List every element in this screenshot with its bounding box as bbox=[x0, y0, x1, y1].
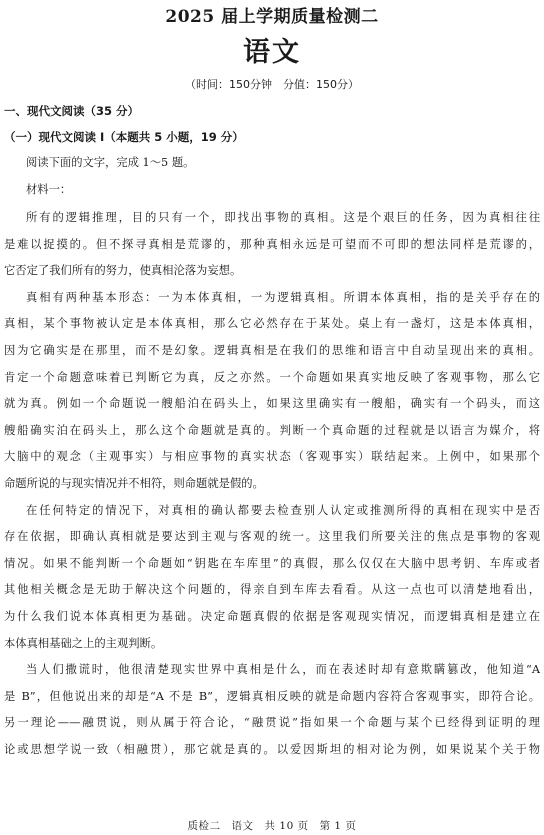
article-line: 命题所说的与现实情况并不相符，则命题就是假的。 bbox=[4, 477, 264, 490]
page-footer: 质检二 语文 共 10 页 第 1 页 bbox=[187, 820, 357, 832]
subject-title: 语文 bbox=[243, 37, 301, 68]
article-line: 真相，某个事物被认定是本体真相，那么它必然存在于某处。桌上有一盏灯，这是本体真相， bbox=[4, 317, 540, 331]
article-line: 就为真。例如一个命题说一艘船泊在码头上，如果这里确实有一艘船，确实有一个码头，而这 bbox=[4, 397, 540, 411]
exam-title: 2025 届上学期质量检测二 bbox=[165, 7, 379, 27]
article-line: 是 B”，但他说出来的却是“A 不是 B”，逻辑真相反映的就是命题内容符合客观事实，即符合论。 bbox=[4, 689, 540, 703]
article-line: 存在依据，即确认真相就是要达到主观与客观的统一。这里我们所要关注的焦点是事物的客观 bbox=[4, 530, 540, 544]
article-line: 它否定了我们所有的努力，使真相沦落为妄想。 bbox=[4, 264, 242, 278]
material-label: 材料一： bbox=[26, 183, 72, 196]
article-line: 另一理论——融贯说，则从属于符合论，“融贯说”指如果一个命题与某个已经得到证明的理 bbox=[4, 716, 540, 730]
article-line: 本体真相基础之上的主观判断。 bbox=[4, 636, 163, 650]
article-line: 因为它确实是在那里，而不是幻象。逻辑真相是在我们的思维和语言中自动呈现出来的真相。 bbox=[4, 344, 540, 357]
article-line: 论或思想学说一致（相融贯），那它就是真的。以爱因斯坦的相对论为例，如果说某个关于物 bbox=[4, 743, 540, 756]
article-line: 当人们撒谎时，他很清楚现实世界中真相是什么，而在表述时却有意欺瞒篡改，他知道“A bbox=[26, 663, 540, 677]
article-line: 肯定一个命题意味着已判断它为真，反之亦然。一个命题如果真实地反映了客观事物，那么它 bbox=[4, 370, 540, 384]
article-line: 其他相关概念是无助于解决这个问题的，得亲自到车库去看看。从这一点也可以清楚地看出， bbox=[4, 583, 540, 597]
article-line: 情况。如果不能判断一个命题如“钥匙在车库里”的真假，那么仅仅在大脑中思考钥、车库或者 bbox=[4, 556, 540, 570]
article-line: 所有的逻辑推理，目的只有一个，即找出事物的真相。这是个艰巨的任务，因为真相往往 bbox=[26, 211, 540, 224]
article-line: 为什么我们说本体真相更为基础。决定命题真假的依据是客观现实情况，而逻辑真相是建立在 bbox=[4, 610, 540, 623]
section-heading: 一、现代文阅读（35 分） bbox=[4, 104, 140, 118]
subsection-heading: （一）现代文阅读 I（本题共 5 小题，19 分） bbox=[4, 130, 244, 144]
article-line: 艘船确实泊在码头上，那么这个命题就是真的。判断一个真命题的过程就是以语言为媒介，将 bbox=[4, 423, 540, 437]
instruction-text: 阅读下面的文字，完成 1～5 题。 bbox=[26, 156, 195, 169]
article-line: 在任何特定的情况下，对真相的确认都要去检查别人认定或推测所得的真相在现实中是否 bbox=[26, 503, 540, 517]
article-line: 大脑中的观念（主观事实）与相应事物的真实状态（客观事实）联结起来。上例中，如果那个 bbox=[4, 450, 540, 464]
exam-meta: （时间：150分钟 分值：150分） bbox=[185, 78, 359, 91]
article-line: 是难以捉摸的。但不探寻真相是荒谬的，那种真相永远是可望而不可即的想法同样是荒谬的， bbox=[4, 237, 540, 251]
article-line: 真相有两种基本形态：一为本体真相，一为逻辑真相。所谓本体真相，指的是关乎存在的 bbox=[26, 290, 540, 304]
